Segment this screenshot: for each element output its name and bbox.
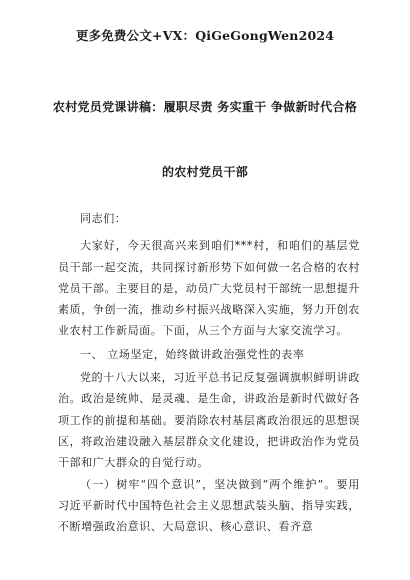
promo-header: 更多免费公文+VX：QiGeGongWen2024 bbox=[75, 28, 335, 43]
section-heading-1: 一、 立场坚定，始终做讲政治强党性的表率 bbox=[80, 347, 305, 361]
document-body bbox=[58, 208, 360, 537]
greeting: 同志们： bbox=[80, 212, 127, 225]
document-title-line-2: 的农村党员干部 bbox=[161, 165, 249, 179]
document-title-line-1: 农村党员党课讲稿：履职尽责 务实重干 争做新时代合格 bbox=[52, 100, 358, 114]
paragraph-intro: 大家好，今天很高兴来到咱们***村，和咱们的基层党员干部一起交流，共同探讨新形势下如何做一名合格的农村党员干部。主要目的是，动员广大党员村干部统一思想提升素质，争创一流，推动乡村振兴战略深入实施，努力开创农业农村工作新局面。下面，从三个方面与大家交流学习。 bbox=[58, 239, 360, 338]
paragraph-four-consciousness: （一）树牢“四个意识”，坚决做到“两个维护”。要用习近平新时代中国特色社会主义思想武装头脑、指导实践，不断增强政治意识、大局意识、核心意识、看齐意 bbox=[58, 477, 360, 534]
paragraph-politics: 党的十八大以来，习近平总书记反复强调旗帜鲜明讲政治。政治是统帅、是灵魂、是生命，讲政治是新时代做好各项工作的前提和基础。要消除农村基层离政治很远的思想误区，将政治建设融入基层群众文化建设，把讲政治作为党员干部和广大群众的自觉行动。 bbox=[58, 371, 360, 470]
